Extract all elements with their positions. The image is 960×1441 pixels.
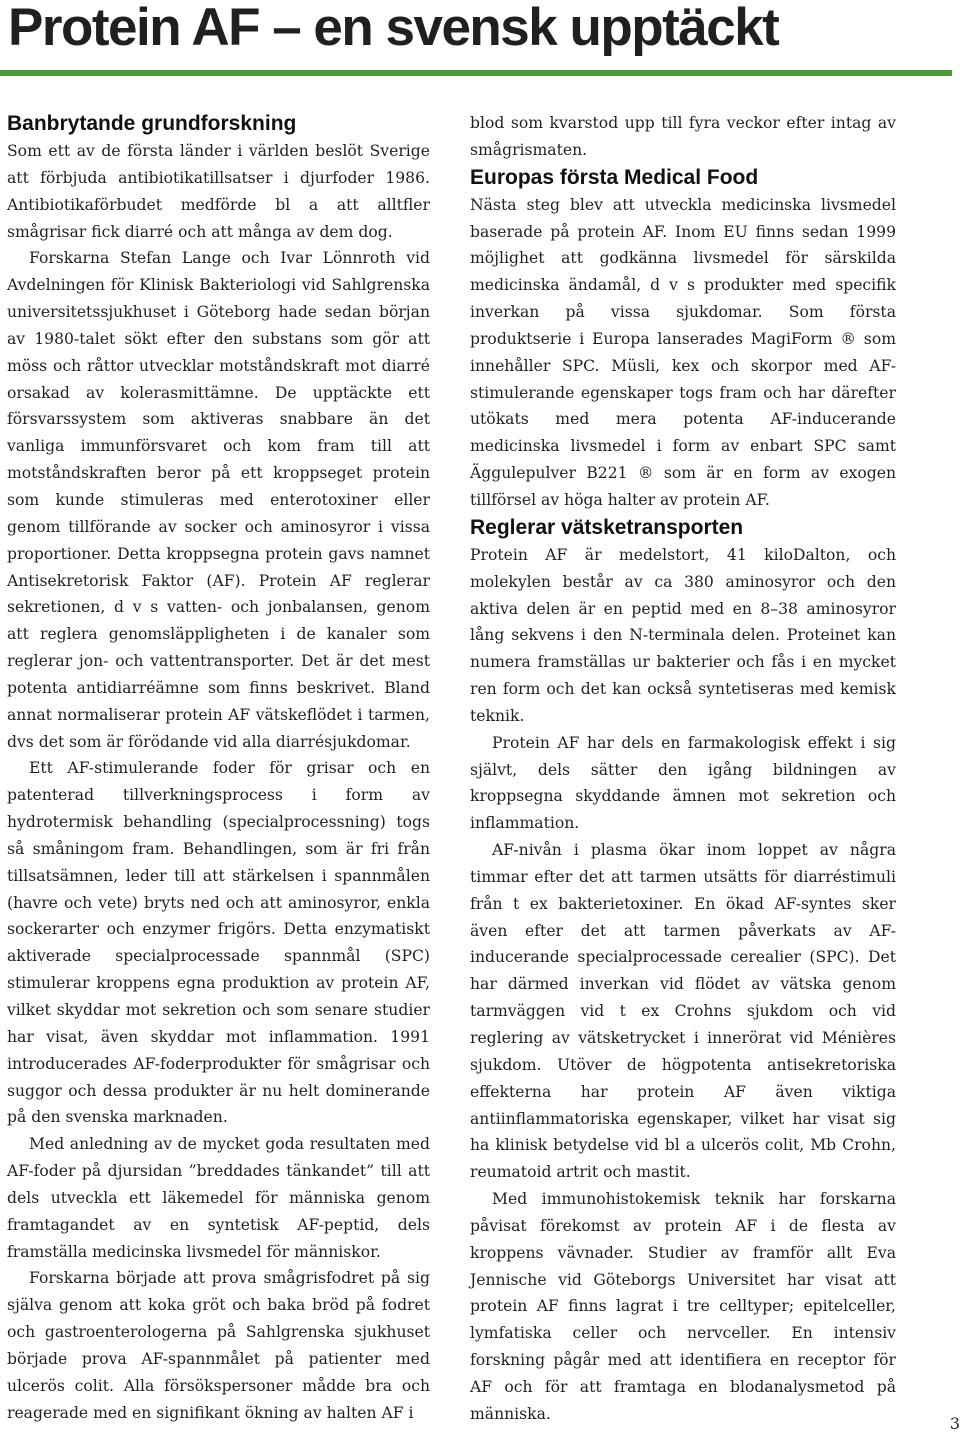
paragraph: Med immunohistokemisk teknik har forskarna påvisat förekomst av protein AF i de flesta av kroppens vävnader. Studier av framför allt Eva Jennische vid Göteborgs Universitet har visat att protein AF finns lagrat i tre celltyper; epitelceller, lymfatiska celler och nervceller. En intensiv forskning pågår med att identifiera en receptor för AF och för att framtaga en blodanalysmetod på människa.	[470, 1190, 896, 1423]
paragraph-continuation: blod som kvarstod upp till fyra veckor efter intag av smågrismaten.	[470, 114, 896, 159]
paragraph: AF-nivån i plasma ökar inom loppet av några timmar efter det att tarmen utsätts för diarréstimuli från t ex bakterietoxiner. En ökad AF-syntes sker även efter det att tarmen påverkats av AF-inducerande specialprocessade cerealier (SPC). Det har därmed inverkan vid flödet av vätska genom tarmväggen vid t ex Crohns sjukdom och vid reglering av vätsketrycket i innerörat vid Ménières sjukdom. Utöver de högpotenta antisekretoriska effekterna har protein AF även viktiga antiinflammatoriska egenskaper, vilket har visat sig ha klinisk betydelse vid bl a ulcerös colit, Mb Crohn, reumatoid artrit och mastit.	[470, 841, 896, 1182]
page-number: 3	[949, 1414, 960, 1433]
paragraph: Ett AF-stimulerande foder för grisar och en patenterad tillverkningsprocess i form av hydrotermisk behandling (specialprocessning) togs så småningom fram. Behandlingen, som är fri från tillsatsämnen, leder till att stärkelsen i spannmålen (havre och vete) bryts ned och att aminosyror, enkla sockerarter och enzymer frigörs. Detta enzymatiskt aktiverade specialprocessade spannmål (SPC) stimulerar kroppens egna produktion av protein AF, vilket skyddar mot sekretion och som senare studier har visat, även skyddar mot inflammation. 1991 introducerades AF-foderprodukter för smågrisar och suggor och dessa produkter är nu helt dominerande på den svenska marknaden.	[7, 759, 430, 1127]
section-heading-medical-food: Europas första Medical Food	[470, 165, 759, 189]
paragraph: Forskarna började att prova smågrisfodret på sig själva genom att koka gröt och baka bröd på fodret och gastroenterologerna på Sahlgrenska sjukhuset började prova AF-spannmålet på patienter med ulcerös colit. Alla försökspersoner mådde bra och reagerade med en signifikant ökning av halten AF i	[7, 1269, 430, 1422]
left-column	[7, 110, 430, 1427]
paragraph: Nästa steg blev att utveckla medicinska livsmedel baserade på protein AF. Inom EU finns sedan 1999 möjlighet att godkänna livsmedel för särskilda medicinska ändamål, d v s produkter med specifik inverkan på vissa sjukdomar. Som första produktserie i Europa lanserades MagiForm ® som innehåller SPC. Müsli, kex och skorpor med AF-stimulerande egenskaper togs fram och har därefter utökats med mera potenta AF-inducerande medicinska livsmedel i form av enbart SPC samt Äggulepulver B221 ® som är en form av exogen tillförsel av höga halter av protein AF.	[470, 195, 896, 509]
paragraph: Protein AF är medelstort, 41 kiloDalton, och molekylen består av ca 380 aminosyror och den aktiva delen är en peptid med en 8–38 aminosyror lång sekvens i den N-terminala delen. Proteinet kan numera framställas ur bakterier och fås i en mycket ren form och det kan också syntetiseras med kemisk teknik.	[470, 545, 896, 725]
right-column	[470, 110, 896, 1428]
page-title: Protein AF – en svensk upptäckt	[8, 0, 779, 57]
paragraph: Med anledning av de mycket goda resultaten med AF-foder på djursidan ”breddades tänkandet” till att dels utveckla ett läkemedel för människa genom framtagandet av en syntetisk AF-peptid, dels framställa medicinska livsmedel för människor.	[7, 1135, 430, 1261]
section-heading-vatsketransporten: Reglerar vätsketransporten	[470, 515, 744, 539]
paragraph: Som ett av de första länder i världen beslöt Sverige att förbjuda antibiotikatillsatser i djurfoder 1986. Antibiotikaförbudet medförde bl a att alltfler smågrisar fick diarré och att många av dem dog.	[7, 142, 430, 241]
section-heading-grundforskning: Banbrytande grundforskning	[7, 112, 297, 135]
paragraph: Forskarna Stefan Lange och Ivar Lönnroth vid Avdelningen för Klinisk Bakteriologi vid Sahlgrenska universitetssjukhuset i Göteborg hade sedan början av 1980-talet sökt efter den substans som gör att möss och råttor utvecklar motståndskraft mot diarré orsakad av kolerasmittämne. De upptäckte ett försvarssystem som aktiveras snabbare än det vanliga immunförsvaret och kom fram till att motståndskraften beror på ett kroppseget protein som kunde stimuleras med enterotoxiner eller genom tillförande av socker och aminosyror i vissa proportioner. Detta kroppsegna protein gavs namnet Antisekretorisk Faktor (AF). Protein AF reglerar sekretionen, d v s vatten- och jonbalansen, genom att reglera genomsläppligheten i de kanaler som reglerar jon- och vattentransporter. Det är det mest potenta antidiarréämne som finns beskrivet. Bland annat normaliserar protein AF vätskeflödet i tarmen, dvs det som är förödande vid alla diarrésjukdomar.	[7, 249, 430, 751]
title-underline-rule	[0, 70, 952, 76]
paragraph: Protein AF har dels en farmakologisk effekt i sig självt, dels sätter den igång bildningen av kroppsegna skyddande ämnen mot sekretion och inflammation.	[470, 733, 896, 833]
